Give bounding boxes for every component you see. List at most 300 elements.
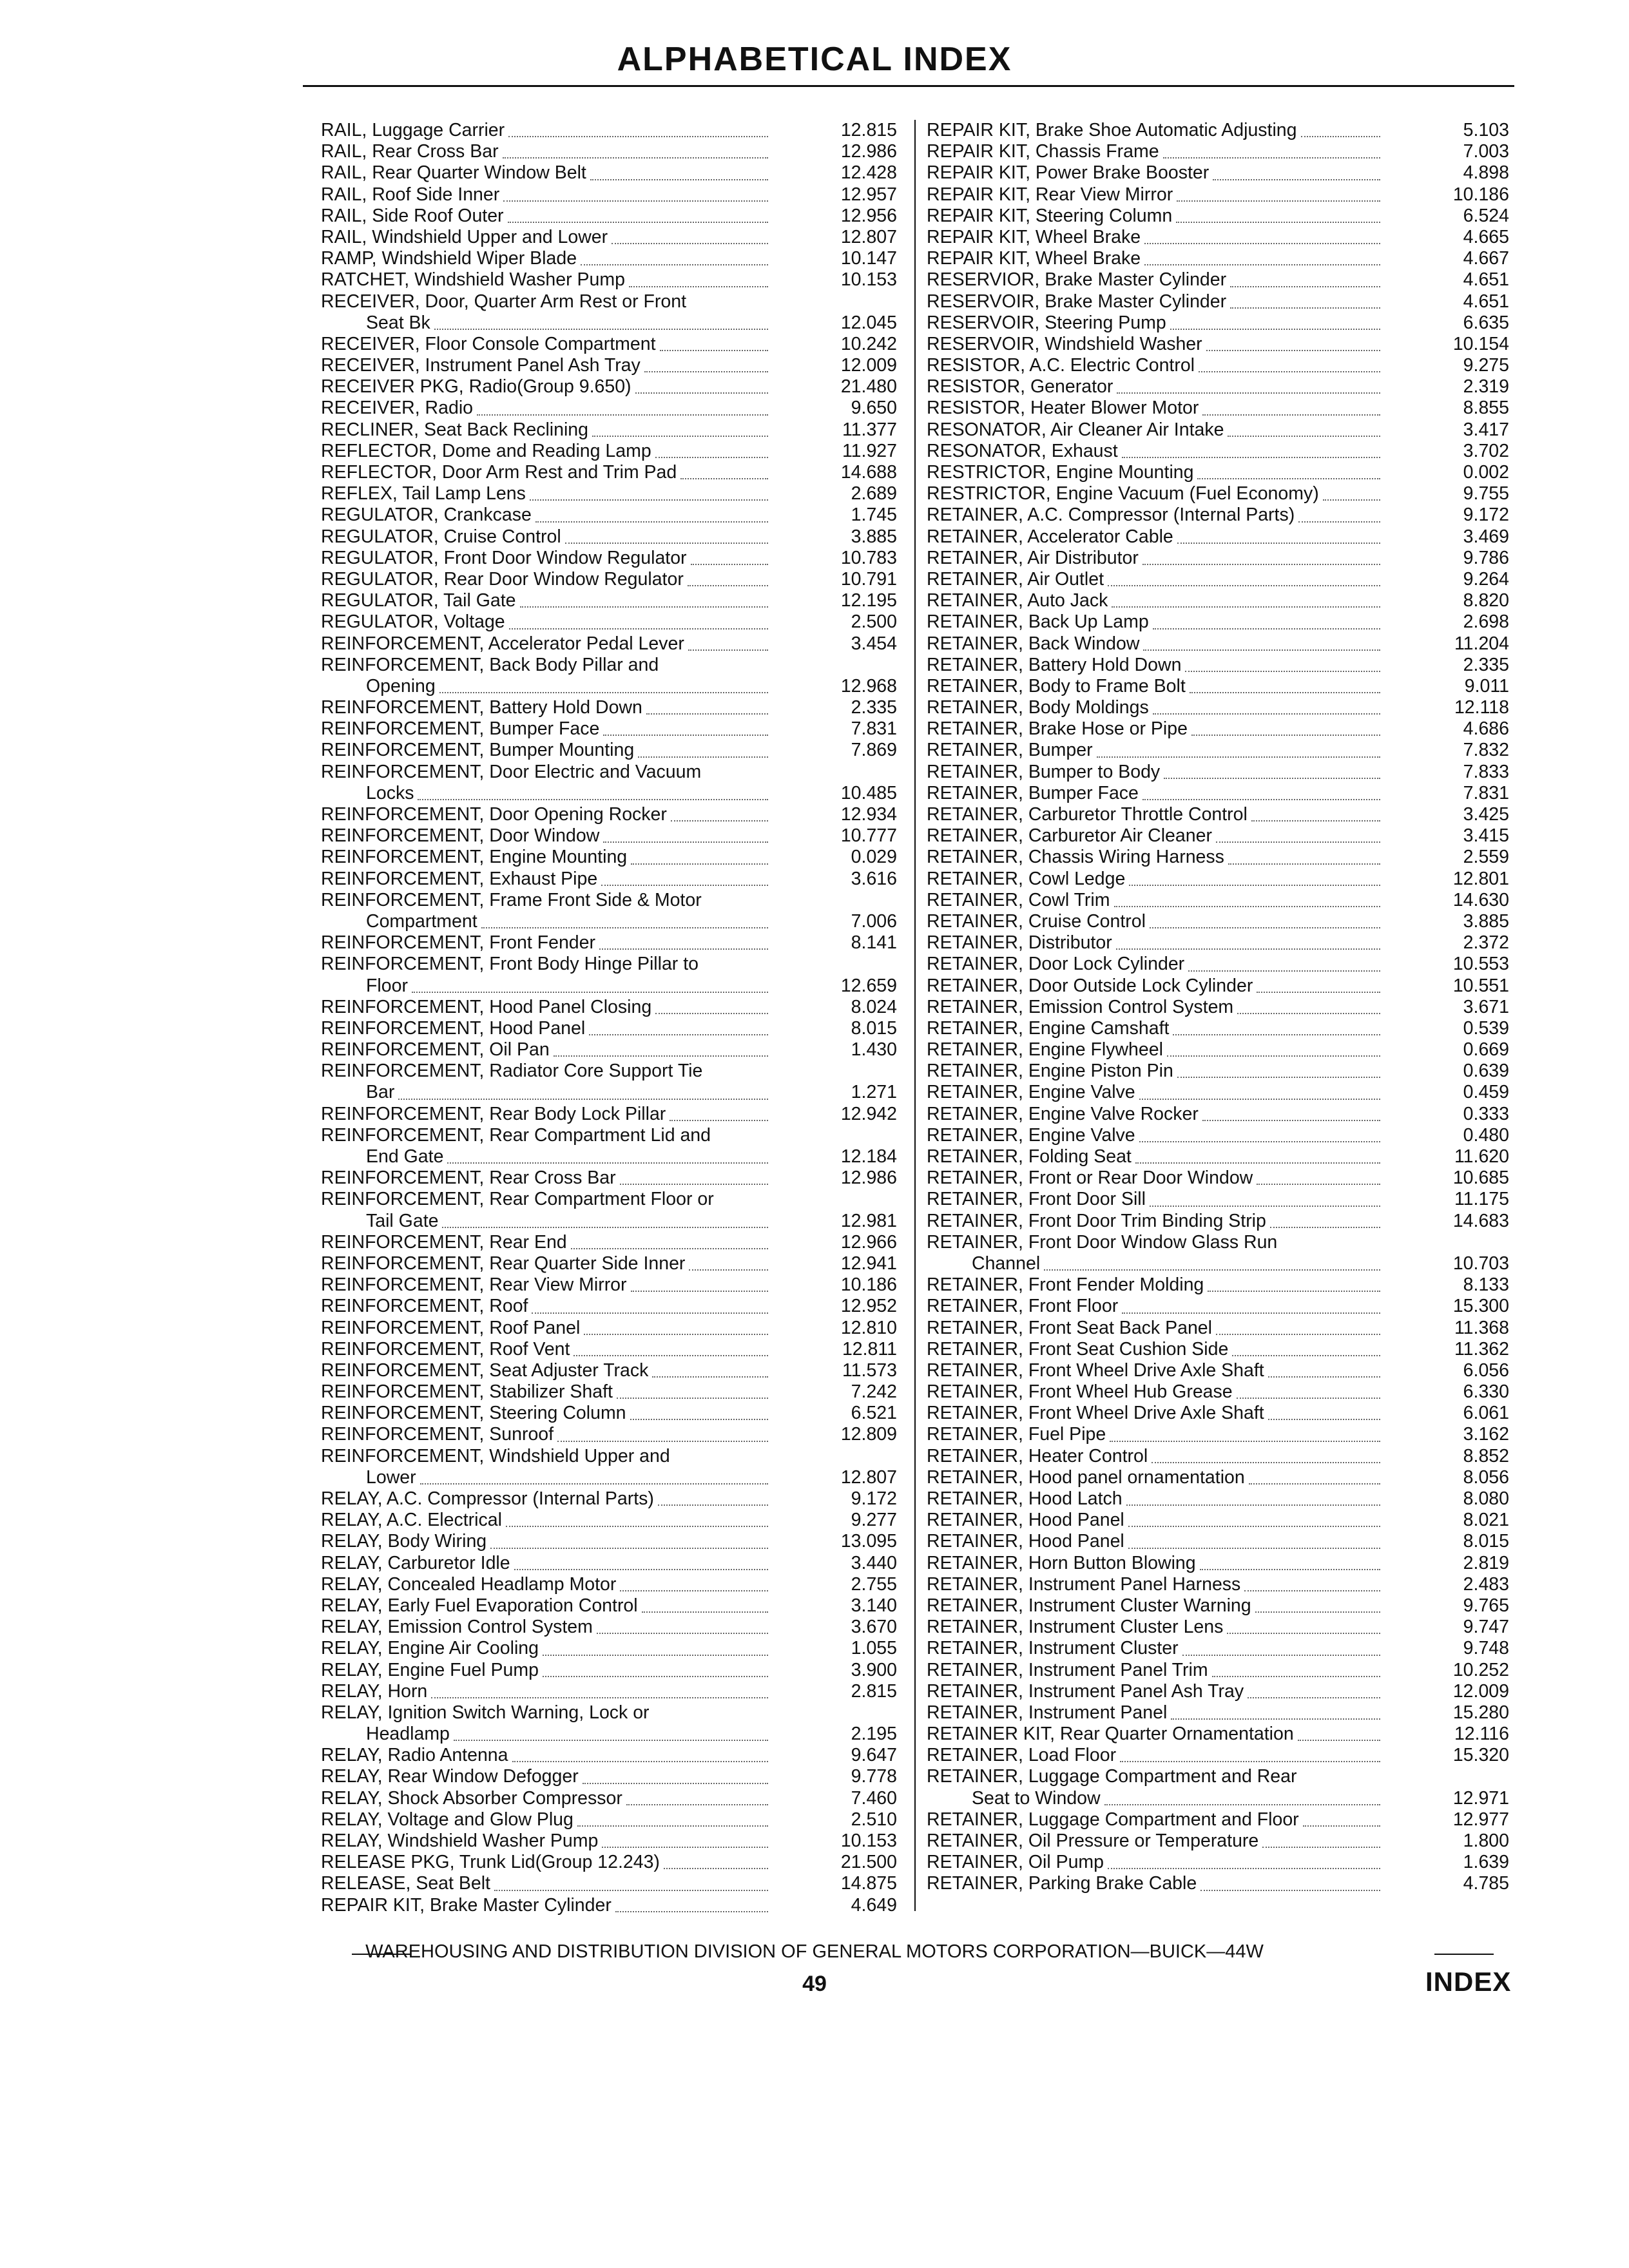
index-entry-label: RETAINER, Hood Panel (927, 1510, 1124, 1531)
index-entry-group-number: 14.688 (840, 462, 897, 483)
index-entry-group-number: 2.372 (1463, 932, 1509, 954)
index-entry-group-number: 11.377 (842, 419, 897, 440)
index-entry-label: RESERVOIR, Windshield Washer (927, 333, 1202, 354)
index-entry-label: RETAINER, Air Outlet (927, 568, 1104, 590)
index-entry-label: RETAINER, Cowl Ledge (927, 868, 1126, 889)
index-entry-group-number: 9.172 (1463, 505, 1509, 526)
leader-dots (1108, 565, 1380, 586)
index-entry (321, 1681, 897, 1702)
index-entry-label: REPAIR KIT, Wheel Brake (927, 248, 1141, 269)
index-entry-group-number: 0.029 (851, 847, 897, 868)
index-entry-label: RELAY, Radio Antenna (321, 1745, 508, 1766)
leader-dots (503, 180, 768, 202)
index-entry (321, 1360, 897, 1381)
index-entry-label: REINFORCEMENT, Rear View Mirror (321, 1274, 627, 1296)
leader-dots (1249, 1463, 1380, 1485)
leader-dots (615, 1891, 768, 1912)
index-entry (321, 762, 897, 804)
index-entry-group-number: 9.786 (1463, 547, 1509, 568)
index-entry (321, 932, 897, 954)
index-entry-group-number: 8.820 (1463, 590, 1509, 611)
index-entry-group-number: 2.510 (851, 1809, 897, 1830)
leader-dots (1108, 1848, 1380, 1869)
leader-dots (602, 1827, 768, 1848)
leader-dots (1244, 1570, 1380, 1591)
leader-dots (398, 1078, 768, 1099)
index-entry-label: RETAINER, Hood panel ornamentation (927, 1466, 1245, 1488)
leader-dots (620, 1164, 768, 1185)
index-entry-label: RETAINER, Accelerator Cable (927, 526, 1173, 547)
index-entry-label: REPAIR KIT, Steering Column (927, 205, 1173, 226)
index-entry (321, 355, 897, 376)
index-entry-group-number: 10.153 (840, 1831, 897, 1851)
leader-dots (1177, 180, 1380, 202)
index-entry-group-number: 10.703 (1452, 1253, 1509, 1274)
index-entry (321, 1125, 897, 1168)
leader-dots (1139, 1078, 1380, 1099)
leader-dots (631, 843, 768, 864)
index-entry-group-number: 7.831 (851, 718, 897, 740)
leader-dots (1190, 672, 1380, 693)
index-entry-group-number: 2.815 (851, 1680, 897, 1702)
index-entry-group-number: 2.559 (1463, 847, 1509, 868)
index-entry-label: RECEIVER PKG, Radio(Group 9.650) (321, 376, 631, 398)
leader-dots (1150, 907, 1380, 928)
leader-dots (1144, 223, 1380, 244)
index-entry (321, 1232, 897, 1253)
leader-dots (688, 565, 768, 586)
index-entry-group-number: 12.981 (840, 1210, 897, 1231)
index-entry (321, 1189, 897, 1231)
leader-dots (644, 351, 768, 372)
index-entry-label: RETAINER, Bumper Face (927, 782, 1139, 803)
index-entry-label: RETAINER, Engine Camshaft (927, 1017, 1170, 1039)
leader-dots (1200, 1869, 1380, 1890)
index-entry-group-number: 12.009 (840, 355, 897, 376)
index-entry-label: REINFORCEMENT, Stabilizer Shaft (321, 1381, 613, 1403)
leader-dots (1153, 693, 1380, 715)
leader-dots (1142, 544, 1380, 565)
index-entry-label: REPAIR KIT, Chassis Frame (927, 141, 1159, 162)
leader-dots (1144, 244, 1380, 265)
index-entry-group-number: 14.630 (1452, 889, 1509, 910)
index-entry-group-number: 1.055 (851, 1638, 897, 1659)
index-entry (321, 1574, 897, 1595)
leader-dots (447, 1142, 768, 1164)
index-entry-group-number: 0.480 (1463, 1124, 1509, 1146)
index-entry-group-number: 12.968 (840, 675, 897, 697)
index-entry-group-number: 9.748 (1463, 1638, 1509, 1659)
leader-dots (1128, 1527, 1380, 1548)
title-rule (303, 85, 1514, 87)
index-entry-label: RAIL, Roof Side Inner (321, 184, 500, 205)
leader-dots (583, 1762, 768, 1783)
leader-dots (574, 1335, 768, 1356)
index-entry-group-number: 11.368 (1454, 1317, 1509, 1338)
index-entry-label: RAMP, Windshield Wiper Blade (321, 248, 577, 269)
index-entry-label: RELAY, Horn (321, 1680, 428, 1702)
leader-dots (1139, 1121, 1380, 1142)
index-entry-group-number: 7.832 (1463, 740, 1509, 761)
index-entry-label: RETAINER, Oil Pump (927, 1852, 1104, 1873)
index-entry-group-number: 12.659 (840, 975, 897, 996)
index-entry-label: REGULATOR, Cruise Control (321, 526, 561, 547)
index-entry (321, 1381, 897, 1403)
index-entry-label: RETAINER, Body Moldings (927, 697, 1149, 718)
index-entry-label: RETAINER, Carburetor Air Cleaner (927, 825, 1212, 847)
index-entry-label: RETAINER, Horn Button Blowing (927, 1552, 1196, 1573)
leader-dots (655, 437, 768, 458)
index-entry-label: RATCHET, Windshield Washer Pump (321, 269, 625, 291)
leader-dots (508, 116, 768, 137)
leader-dots (454, 1720, 768, 1741)
index-entry-label: RETAINER, Engine Flywheel (927, 1039, 1163, 1061)
leader-dots (1163, 137, 1380, 159)
index-entry-label: REGULATOR, Tail Gate (321, 590, 516, 611)
index-entry (321, 291, 897, 334)
index-entry (927, 783, 1509, 804)
index-entry-group-number: 6.330 (1463, 1381, 1509, 1403)
index-entry-group-number: 11.620 (1454, 1146, 1509, 1167)
index-entry (321, 248, 897, 269)
leader-dots (603, 822, 768, 843)
leader-dots (1135, 1142, 1380, 1164)
index-entry (927, 1766, 1509, 1809)
index-entry-label: RETAINER, Bumper to Body (927, 761, 1161, 782)
index-entry-label: RELAY, Shock Absorber Compressor (321, 1787, 622, 1809)
index-entry-group-number: 3.454 (851, 633, 897, 654)
leader-dots (1188, 950, 1380, 971)
index-entry-label: RAIL, Rear Cross Bar (321, 141, 499, 162)
leader-dots (1116, 928, 1380, 950)
leader-dots (581, 244, 768, 265)
index-entry-group-number: 9.647 (851, 1745, 897, 1766)
index-entry-group-number: 6.061 (1463, 1403, 1509, 1424)
index-entry (927, 398, 1509, 419)
index-entry-label: RELAY, Engine Fuel Pump (321, 1659, 539, 1680)
index-entry-label: RETAINER, Folding Seat (927, 1146, 1132, 1167)
index-entry (927, 954, 1509, 975)
leader-dots (1262, 1827, 1380, 1848)
index-entry-group-number: 12.118 (1454, 697, 1509, 718)
index-entry (321, 1253, 897, 1274)
index-entry (321, 1895, 897, 1916)
index-entry-group-number: 0.002 (1463, 462, 1509, 483)
index-entry-label: RELEASE, Seat Belt (321, 1873, 490, 1894)
index-entry-group-number: 8.852 (1463, 1445, 1509, 1466)
leader-dots (412, 972, 768, 993)
index-entry-label: REINFORCEMENT, Roof Vent (321, 1338, 570, 1360)
index-entry-label: RESISTOR, A.C. Electric Control (927, 355, 1195, 376)
index-entry-label: RECEIVER, Floor Console Compartment (321, 333, 656, 354)
index-entry-label: RAIL, Windshield Upper and Lower (321, 226, 608, 247)
index-entry-label: RETAINER, Instrument Cluster Warning (927, 1595, 1251, 1616)
index-entry-label: RETAINER, Front Door Window Glass Run (927, 1231, 1278, 1253)
index-entry-group-number: 12.942 (840, 1103, 897, 1124)
index-entry-group-number: 3.670 (851, 1617, 897, 1638)
index-entry-label: RETAINER, Emission Control System (927, 996, 1234, 1017)
footer-text: WAREHOUSING AND DISTRIBUTION DIVISION OF GENERAL MOTORS CORPORATION—BUICK—44W (365, 1941, 1264, 1962)
index-entry-label: Compartment (366, 910, 477, 932)
index-entry (927, 1189, 1509, 1210)
column-divider (914, 120, 916, 1911)
leader-dots (688, 629, 768, 651)
leader-dots (680, 458, 768, 479)
index-entry-label: RETAINER, Instrument Cluster Lens (927, 1617, 1224, 1638)
index-entry-label: RETAINER, Front Wheel Hub Grease (927, 1381, 1233, 1403)
index-entry-label: RESTRICTOR, Engine Mounting (927, 462, 1194, 483)
index-entry-label: RELAY, A.C. Compressor (Internal Parts) (321, 1488, 654, 1509)
index-entry-label: RELAY, Windshield Washer Pump (321, 1831, 599, 1851)
leader-dots (1112, 586, 1380, 608)
leader-dots (1044, 1249, 1380, 1271)
index-entry-label: REINFORCEMENT, Oil Pan (321, 1039, 550, 1061)
index-entry-label: REINFORCEMENT, Exhaust Pipe (321, 868, 598, 889)
index-entry-group-number: 21.480 (840, 376, 897, 398)
index-entry (927, 269, 1509, 291)
index-entry-group-number: 0.539 (1463, 1017, 1509, 1039)
index-entry-group-number: 12.009 (1452, 1680, 1509, 1702)
leader-dots (1237, 1378, 1380, 1399)
leader-dots (584, 1314, 768, 1335)
index-entry-label: RETAINER, Heater Control (927, 1445, 1148, 1466)
index-entry-group-number: 3.885 (1463, 910, 1509, 932)
leader-dots (1212, 1656, 1380, 1677)
index-entry-label: RESERVOIR, Brake Master Cylinder (927, 291, 1227, 312)
leader-dots (431, 1677, 768, 1698)
leader-dots (1230, 287, 1380, 309)
index-entry-group-number: 2.689 (851, 483, 897, 505)
leader-dots (1177, 523, 1380, 544)
leader-dots (1303, 1805, 1380, 1827)
leader-dots (420, 1463, 768, 1485)
index-entry-label: RETAINER, Cowl Trim (927, 889, 1110, 910)
leader-dots (1227, 1613, 1380, 1634)
leader-dots (590, 159, 768, 180)
index-entry (927, 1873, 1509, 1894)
index-entry (927, 1553, 1509, 1574)
index-entry-group-number: 9.275 (1463, 355, 1509, 376)
index-entry-group-number: 4.651 (1463, 291, 1509, 312)
index-entry-label: RELAY, Emission Control System (321, 1617, 593, 1638)
index-entry-label: REFLECTOR, Door Arm Rest and Trim Pad (321, 462, 677, 483)
index-entry-label: RETAINER, Bumper (927, 740, 1093, 761)
index-entry-group-number: 6.524 (1463, 205, 1509, 226)
leader-dots (1216, 822, 1380, 843)
index-entry-label: RETAINER, Instrument Cluster (927, 1638, 1179, 1659)
index-entry-group-number: 3.900 (851, 1659, 897, 1680)
index-entry-label: REINFORCEMENT, Hood Panel Closing (321, 996, 652, 1017)
index-entry-label: Tail Gate (366, 1210, 439, 1231)
index-entry-label: RETAINER, Fuel Pipe (927, 1424, 1106, 1445)
leader-dots (1097, 736, 1380, 757)
index-entry-group-number: 2.755 (851, 1573, 897, 1595)
index-entry-label: REINFORCEMENT, Door Window (321, 825, 600, 847)
index-entry-group-number: 12.957 (840, 184, 897, 205)
index-entry-group-number: 2.500 (851, 611, 897, 633)
index-entry-label: RECEIVER, Door, Quarter Arm Rest or Front (321, 291, 686, 312)
index-entry-label: REGULATOR, Rear Door Window Regulator (321, 568, 684, 590)
index-entry-label: REPAIR KIT, Rear View Mirror (927, 184, 1173, 205)
index-entry-group-number: 8.015 (851, 1017, 897, 1039)
leader-dots (532, 1292, 768, 1313)
index-entry-label: RETAINER, Oil Pressure or Temperature (927, 1831, 1259, 1851)
index-entry (927, 462, 1509, 483)
index-entry-label: RESERVOIR, Steering Pump (927, 312, 1166, 333)
leader-dots (1164, 758, 1380, 779)
leader-dots (652, 1356, 768, 1378)
leader-dots (1248, 1677, 1380, 1698)
index-entry-group-number: 7.833 (1463, 761, 1509, 782)
index-entry-group-number: 15.320 (1452, 1745, 1509, 1766)
footer-rule-right (1434, 1954, 1494, 1955)
index-entry-label: REINFORCEMENT, Door Opening Rocker (321, 804, 667, 825)
index-entry-group-number: 3.415 (1463, 825, 1509, 847)
index-entry-label: RETAINER, Luggage Compartment and Rear (927, 1766, 1297, 1787)
index-entry-label: RELAY, A.C. Electrical (321, 1510, 502, 1531)
leader-dots (514, 1549, 768, 1570)
index-entry-label: REINFORCEMENT, Bumper Face (321, 718, 600, 740)
index-entry-group-number: 21.500 (840, 1852, 897, 1873)
index-entry (927, 1574, 1509, 1595)
index-entry-label: RAIL, Luggage Carrier (321, 120, 505, 140)
leader-dots (477, 394, 768, 415)
index-entry-group-number: 10.252 (1452, 1659, 1509, 1680)
index-entry-label: Bar (366, 1082, 395, 1103)
index-entry-group-number: 12.045 (840, 312, 897, 333)
index-entry (321, 419, 897, 441)
index-entry (927, 975, 1509, 997)
index-entry-group-number: 10.551 (1452, 975, 1509, 996)
index-entry-group-number: 10.553 (1452, 954, 1509, 975)
index-entry-label: REINFORCEMENT, Seat Adjuster Track (321, 1360, 649, 1381)
index-entry (321, 334, 897, 355)
index-entry-label: REINFORCEMENT, Rear End (321, 1231, 567, 1253)
index-entry (321, 526, 897, 548)
leader-dots (508, 202, 768, 223)
leader-dots (1143, 629, 1380, 651)
leader-dots (1170, 309, 1380, 330)
index-entry (927, 1702, 1509, 1724)
index-entry-label: RESONATOR, Exhaust (927, 440, 1118, 461)
index-entry-group-number: 8.133 (1463, 1274, 1509, 1296)
index-entry-group-number: 11.927 (842, 440, 897, 461)
index-entry-group-number: 0.459 (1463, 1082, 1509, 1103)
leader-dots (530, 479, 768, 501)
leader-dots (1177, 1057, 1380, 1078)
index-entry-label: RETAINER, Luggage Compartment and Floor (927, 1809, 1299, 1830)
index-entry-label: RELAY, Rear Window Defogger (321, 1766, 579, 1787)
index-entry-group-number: 3.616 (851, 868, 897, 889)
index-entry-label: RESISTOR, Generator (927, 376, 1113, 398)
index-entry (927, 1339, 1509, 1360)
index-entry-group-number: 10.685 (1452, 1168, 1509, 1189)
index-entry-group-number: 1.430 (851, 1039, 897, 1061)
index-entry (927, 1232, 1509, 1274)
index-column-right (927, 120, 1509, 1895)
index-entry-label: Floor (366, 975, 408, 996)
index-entry-label: Opening (366, 675, 436, 697)
index-entry-group-number: 2.698 (1463, 611, 1509, 633)
index-entry-label: RETAINER, Instrument Panel Trim (927, 1659, 1208, 1680)
leader-dots (1122, 437, 1380, 458)
leader-dots (638, 736, 768, 757)
index-entry (321, 1766, 897, 1787)
index-entry-group-number: 1.639 (1463, 1852, 1509, 1873)
leader-dots (1202, 1100, 1380, 1121)
index-entry-label: Channel (972, 1253, 1041, 1274)
index-entry-group-number: 6.521 (851, 1403, 897, 1424)
leader-dots (1142, 779, 1380, 800)
leader-dots (509, 608, 768, 629)
index-entry (321, 655, 897, 697)
index-entry (321, 1061, 897, 1103)
index-entry-group-number: 9.650 (851, 398, 897, 419)
index-entry-group-number: 7.869 (851, 740, 897, 761)
index-entry-label: RETAINER, Distributor (927, 932, 1112, 954)
index-entry-group-number: 7.242 (851, 1381, 897, 1403)
index-entry (321, 548, 897, 569)
leader-dots (617, 1378, 768, 1399)
index-entry-group-number: 4.665 (1463, 226, 1509, 247)
index-entry-label: RETAINER, Front or Rear Door Window (927, 1168, 1253, 1189)
leader-dots (571, 1228, 768, 1249)
index-entry-label: REINFORCEMENT, Front Fender (321, 932, 595, 954)
index-entry (927, 1360, 1509, 1381)
index-entry-label: REFLEX, Tail Lamp Lens (321, 483, 526, 505)
index-entry-group-number: 12.952 (840, 1296, 897, 1317)
index-entry (321, 1553, 897, 1574)
index-entry-label: REINFORCEMENT, Steering Column (321, 1403, 626, 1424)
index-entry-label: REINFORCEMENT, Accelerator Pedal Lever (321, 633, 684, 654)
leader-dots (557, 1420, 768, 1441)
index-entry (321, 1702, 897, 1745)
index-entry-label: REPAIR KIT, Power Brake Booster (927, 162, 1210, 184)
leader-dots (1228, 416, 1380, 437)
index-entry-label: REINFORCEMENT, Bumper Mounting (321, 740, 635, 761)
index-entry-label: REINFORCEMENT, Roof (321, 1296, 528, 1317)
leader-dots (442, 1207, 768, 1228)
index-entry-label: Locks (366, 782, 414, 803)
index-entry (927, 1745, 1509, 1766)
index-entry (321, 1039, 897, 1061)
index-entry-group-number: 4.649 (851, 1894, 897, 1916)
index-entry (321, 1424, 897, 1445)
leader-dots (1173, 1014, 1380, 1035)
leader-dots (1216, 1314, 1380, 1335)
index-entry (321, 954, 897, 996)
index-entry-group-number: 1.800 (1463, 1831, 1509, 1851)
leader-dots (434, 309, 768, 330)
index-entry-label: REINFORCEMENT, Engine Mounting (321, 847, 628, 868)
index-entry-group-number: 8.015 (1463, 1531, 1509, 1552)
index-column-left (321, 120, 897, 1916)
index-entry-label: RELAY, Concealed Headlamp Motor (321, 1573, 617, 1595)
index-entry-group-number: 14.875 (840, 1873, 897, 1894)
leader-dots (626, 1784, 768, 1805)
leader-dots (1255, 1591, 1380, 1613)
index-entry-group-number: 15.280 (1452, 1702, 1509, 1723)
index-entry-group-number: 12.966 (840, 1231, 897, 1253)
index-entry-group-number: 7.831 (1463, 782, 1509, 803)
index-entry-group-number: 9.011 (1464, 675, 1509, 697)
index-entry-group-number: 3.417 (1463, 419, 1509, 440)
index-entry-label: Seat Bk (366, 312, 430, 333)
leader-dots (1114, 886, 1381, 907)
index-entry-label: REFLECTOR, Dome and Reading Lamp (321, 440, 651, 461)
index-entry-label: RETAINER KIT, Rear Quarter Ornamentation (927, 1724, 1294, 1745)
leader-dots (1167, 1035, 1380, 1057)
